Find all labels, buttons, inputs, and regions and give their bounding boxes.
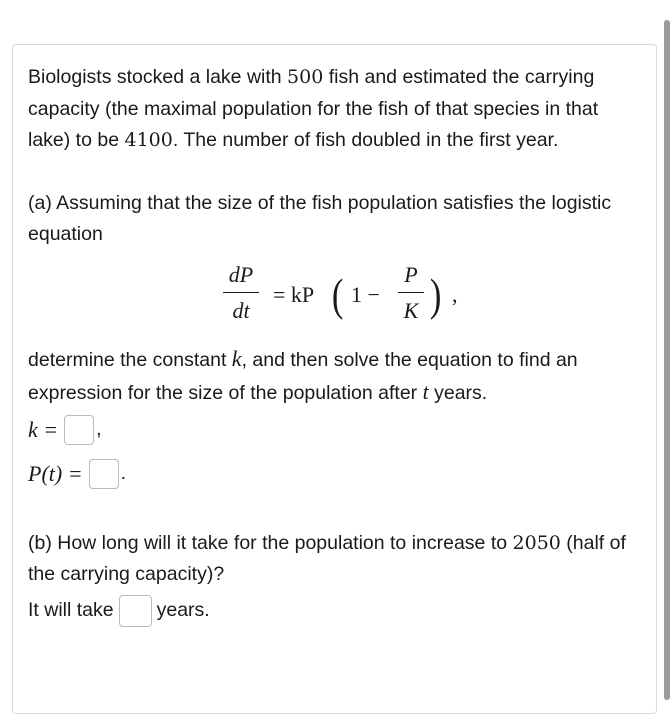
p-numerator: P (404, 261, 418, 287)
equals-kp-text: = kP (273, 281, 315, 307)
p-after: . (120, 461, 126, 484)
part-a-intro: (a) Assuming that the size of the fish population satisfies the logistic equation (28, 191, 612, 245)
k-denominator: K (403, 297, 419, 323)
equation-comma: , (452, 281, 458, 307)
derivative-numerator: dP (228, 261, 254, 287)
half-capacity-value: 2050 (512, 531, 561, 554)
k-answer-box[interactable] (64, 415, 94, 445)
one-minus: 1 − (351, 281, 380, 307)
logistic-equation (28, 259, 643, 343)
part-b-text-1: (b) How long will it take for the population to increase to (28, 531, 513, 554)
p-answer-box[interactable] (89, 459, 119, 489)
derivative-denominator: dt (232, 297, 250, 323)
var-k: k (231, 345, 242, 371)
part-a-instruction (28, 343, 643, 410)
question-card (12, 44, 657, 714)
instruction-text-3: years. (428, 382, 488, 404)
fraction-bar (223, 292, 259, 293)
part-b-answer-line (28, 595, 643, 627)
inner-fraction-bar (398, 292, 424, 293)
answer-before-text: It will take (28, 598, 114, 621)
intro-text-3: . The number of fish doubled in the first year. (172, 129, 559, 151)
left-paren: ( (331, 268, 344, 320)
scrollbar[interactable] (664, 20, 670, 700)
var-t: t (422, 379, 429, 404)
part-b-text-2: (half of the carrying capacity)? (28, 531, 626, 585)
instruction-text-1: determine the constant (28, 348, 232, 371)
equals-kp (273, 281, 314, 309)
carrying-capacity-value: 4100 (124, 129, 173, 151)
p-over-k-fraction (398, 263, 424, 323)
k-label: k = (28, 416, 59, 442)
k-answer-row (28, 410, 643, 450)
p-answer-row (28, 454, 643, 494)
p-label: P(t) = (28, 460, 83, 486)
instruction-text-2: , and then solve the equation to find an expression for the size of the population after (28, 348, 578, 404)
years-answer-box[interactable] (119, 595, 152, 627)
k-after: , (96, 417, 102, 440)
right-paren: ) (429, 268, 442, 320)
initial-population-value: 500 (287, 66, 324, 88)
derivative-fraction (223, 263, 259, 323)
problem-intro (28, 62, 643, 157)
question-content (28, 62, 643, 627)
answer-after-text: years. (156, 598, 210, 621)
intro-text-1: Biologists stocked a lake with (28, 66, 288, 88)
part-b-question (28, 528, 643, 591)
intro-text-2: fish and estimated the carrying capacity (the maximal population for the fish of that species in that lake) to be (28, 66, 599, 151)
